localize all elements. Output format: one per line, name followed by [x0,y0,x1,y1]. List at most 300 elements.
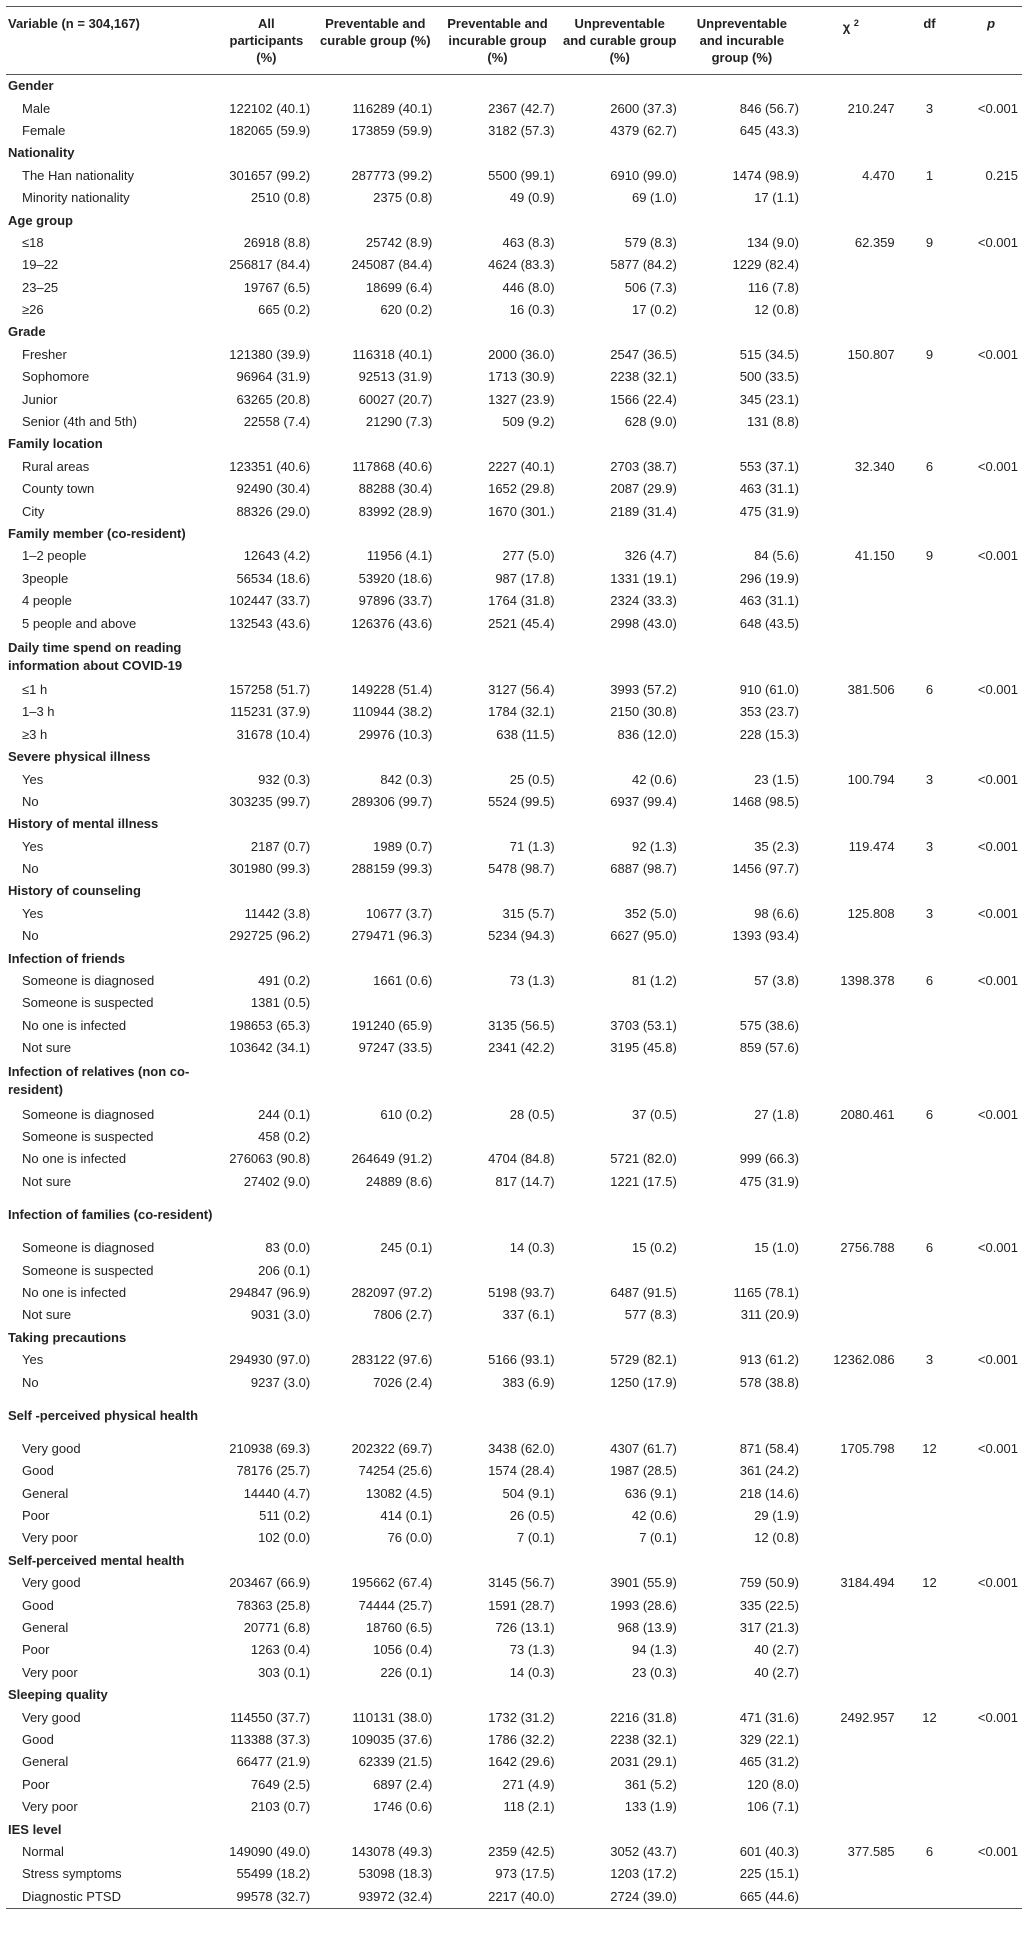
cell-preventable-curable: 1989 (0.7) [373,838,433,854]
cell-p [960,1126,1022,1148]
cell-preventable-incurable: 5478 (98.7) [488,861,555,877]
section-header-row [6,1193,1022,1237]
table-header [6,7,1022,75]
cell-unpreventable-curable: 23 (0.3) [631,1664,677,1680]
cell-unpreventable-curable: 579 (8.3) [624,234,677,250]
empty-cell [436,635,558,679]
header-df: df [899,7,961,75]
row-label: No [22,861,39,877]
cell-all: 56534 (18.6) [236,570,311,586]
empty-cell [960,1550,1022,1572]
row-label: No one is infected [22,1284,127,1300]
table-row [6,1349,1022,1371]
cell-chi-square [803,1662,899,1684]
row-label: No [22,1374,39,1390]
section-title: Self -perceived physical health [8,1407,199,1423]
empty-cell [436,321,558,343]
table-row [6,903,1022,925]
cell-df: 3 [925,905,934,921]
table-row [6,791,1022,813]
cell-unpreventable-curable: 2238 (32.1) [610,369,677,385]
cell-p: <0.001 [977,1106,1018,1122]
cell-unpreventable-incurable: 84 (5.6) [754,548,799,564]
cell-df: 12 [922,1440,937,1456]
empty-cell [559,1684,681,1706]
cell-p [960,1505,1022,1527]
table-row [6,701,1022,723]
cell-p [960,187,1022,209]
cell-unpreventable-curable: 2703 (38.7) [610,458,677,474]
cell-df [899,1460,961,1482]
cell-preventable-incurable: 14 (0.3) [509,1240,555,1256]
cell-unpreventable-curable: 326 (4.7) [624,548,677,564]
cell-preventable-incurable: 7 (0.1) [517,1530,555,1546]
cell-unpreventable-curable: 4379 (62.7) [610,122,677,138]
cell-all: 511 (0.2) [259,1508,311,1524]
cell-chi-square [803,1729,899,1751]
empty-cell [960,1394,1022,1438]
cell-chi-square [803,388,899,410]
cell-chi-square [803,1171,899,1193]
section-header-row [6,433,1022,455]
cell-preventable-incurable: 504 (9.1) [502,1485,555,1501]
cell-preventable-incurable: 16 (0.3) [509,302,555,318]
cell-p: <0.001 [977,1843,1018,1859]
cell-unpreventable-curable: 628 (9.0) [624,414,677,430]
cell-all: 102447 (33.7) [229,593,311,609]
section-header-row [6,880,1022,902]
cell-all: 210938 (69.3) [229,1440,311,1456]
cell-preventable-incurable: 25 (0.5) [509,771,555,787]
cell-all: 9237 (3.0) [250,1374,311,1390]
empty-cell [219,75,315,98]
row-label: Very good [22,1440,81,1456]
cell-df [899,366,961,388]
cell-df [899,1639,961,1661]
cell-all: 303 (0.1) [258,1664,311,1680]
cell-df: 3 [925,1352,934,1368]
cell-df [899,1617,961,1639]
table-row [6,992,1022,1014]
cell-chi-square [803,1751,899,1773]
cell-preventable-curable: 226 (0.1) [380,1664,433,1680]
table-row [6,1304,1022,1326]
cell-preventable-incurable: 1670 (301.) [488,503,555,519]
table-row [6,590,1022,612]
cell-unpreventable-curable: 636 (9.1) [624,1485,677,1501]
section-header-row [6,75,1022,98]
table-row [6,679,1022,701]
empty-cell [314,1550,436,1572]
cell-all: 113388 (37.3) [230,1731,311,1747]
cell-p: 0.215 [985,167,1018,183]
chi-superscript: 2 [853,18,859,28]
cell-chi-square [803,1796,899,1818]
empty-cell [960,321,1022,343]
section-title: Daily time spend on reading information about COVID-19 [8,639,183,673]
cell-preventable-curable: 18699 (6.4) [365,279,433,295]
table-row [6,1572,1022,1594]
cell-preventable-incurable: 726 (13.1) [495,1620,555,1636]
table-row [6,724,1022,746]
cell-all: 122102 (40.1) [229,100,311,116]
empty-cell [436,75,558,98]
row-label: General [22,1485,69,1501]
table-row [6,1460,1022,1482]
cell-p: <0.001 [977,771,1018,787]
cell-unpreventable-incurable: 353 (23.7) [739,704,799,720]
empty-cell [681,321,803,343]
table-row [6,165,1022,187]
empty-cell [899,947,961,969]
empty-cell [899,209,961,231]
empty-cell [219,1550,315,1572]
cell-preventable-curable: 18760 (6.5) [365,1620,433,1636]
cell-preventable-incurable: 3127 (56.4) [488,681,555,697]
empty-cell [219,1684,315,1706]
empty-cell [436,1550,558,1572]
cell-preventable-curable: 10677 (3.7) [365,905,433,921]
header-preventable-incurable: Preventable and incurable group (%) [436,7,558,75]
cell-chi-square [803,1015,899,1037]
row-label: Someone is diagnosed [22,1240,155,1256]
table-row [6,1662,1022,1684]
cell-p [960,1037,1022,1059]
cell-all: 491 (0.2) [258,973,311,989]
section-header-row [6,142,1022,164]
cell-unpreventable-curable: 3052 (43.7) [610,1843,677,1859]
empty-cell [899,433,961,455]
row-label: Very good [22,1709,81,1725]
cell-df: 6 [925,1106,934,1122]
cell-p [960,1259,1022,1281]
cell-df [899,701,961,723]
cell-df [899,1371,961,1393]
row-label: City [22,503,45,519]
cell-preventable-curable: 202322 (69.7) [351,1440,433,1456]
cell-p [960,791,1022,813]
row-label: 1–2 people [22,548,87,564]
empty-cell [436,1059,558,1103]
cell-unpreventable-curable: 2087 (29.9) [610,481,677,497]
cell-chi-square: 2080.461 [840,1106,895,1122]
cell-chi-square: 41.150 [854,548,895,564]
cell-all: 206 (0.1) [258,1262,311,1278]
empty-cell [960,813,1022,835]
cell-p [960,701,1022,723]
cell-unpreventable-incurable: 296 (19.9) [739,570,799,586]
cell-df [899,1282,961,1304]
cell-unpreventable-incurable: 40 (2.7) [754,1642,799,1658]
cell-preventable-curable: 53098 (18.3) [358,1866,433,1882]
cell-chi-square: 2756.788 [840,1240,895,1256]
empty-cell [559,880,681,902]
cell-preventable-curable: 97896 (33.7) [358,593,433,609]
cell-unpreventable-incurable: 57 (3.8) [754,973,799,989]
empty-cell [899,523,961,545]
empty-cell [219,1394,315,1438]
empty-cell [960,635,1022,679]
cell-chi-square [803,1304,899,1326]
empty-cell [803,142,899,164]
row-label: General [22,1754,69,1770]
row-label: Not sure [22,1173,72,1189]
cell-df [899,254,961,276]
section-title: Family member (co-resident) [8,526,186,541]
table-row [6,299,1022,321]
cell-p: <0.001 [977,1240,1018,1256]
empty-cell [559,75,681,98]
cell-p [960,1751,1022,1773]
empty-cell [803,746,899,768]
table-row [6,1438,1022,1460]
cell-df [899,1482,961,1504]
empty-cell [681,209,803,231]
empty-cell [960,75,1022,98]
cell-df [899,1751,961,1773]
empty-cell [314,813,436,835]
empty-cell [314,635,436,679]
cell-preventable-incurable: 277 (5.0) [502,548,555,564]
cell-preventable-curable: 116318 (40.1) [352,346,433,362]
table-row [6,1103,1022,1125]
section-title: Self-perceived mental health [8,1552,185,1568]
cell-all: 11442 (3.8) [244,905,311,921]
cell-chi-square [803,724,899,746]
cell-preventable-curable: 288159 (99.3) [351,861,433,877]
cell-unpreventable-incurable: 648 (43.5) [739,615,799,631]
cell-df: 12 [922,1709,937,1725]
header-all: All participants (%) [219,7,315,75]
cell-all: 157258 (51.7) [229,681,311,697]
empty-cell [803,523,899,545]
empty-cell [219,746,315,768]
empty-cell [314,142,436,164]
cell-unpreventable-curable: 3993 (57.2) [610,681,677,697]
row-label: Someone is diagnosed [22,973,155,989]
cell-unpreventable-curable: 352 (5.0) [624,905,677,921]
empty-cell [559,635,681,679]
cell-all: 121380 (39.9) [229,346,311,362]
empty-cell [803,880,899,902]
table-row [6,1886,1022,1909]
row-label: Sophomore [22,369,90,385]
cell-preventable-curable: 289306 (99.7) [351,793,433,809]
row-label: Good [22,1597,54,1613]
cell-p [960,1863,1022,1885]
cell-unpreventable-incurable: 500 (33.5) [739,369,799,385]
cell-unpreventable-curable [559,1259,681,1281]
cell-df [899,299,961,321]
row-label: Rural areas [22,458,90,474]
cell-preventable-incurable: 2359 (42.5) [488,1843,555,1859]
cell-unpreventable-curable: 69 (1.0) [631,190,677,206]
cell-preventable-curable: 110131 (38.0) [352,1709,433,1725]
cell-p [960,1371,1022,1393]
cell-chi-square [803,1617,899,1639]
cell-unpreventable-incurable: 1165 (78.1) [733,1284,799,1300]
table-row [6,1594,1022,1616]
cell-all: 88326 (29.0) [236,503,311,519]
cell-unpreventable-curable: 2724 (39.0) [559,1886,681,1909]
cell-preventable-curable: 143078 (49.3) [351,1843,433,1859]
cell-preventable-curable [314,1259,436,1281]
section-title: Gender [8,78,54,94]
cell-unpreventable-curable: 42 (0.6) [631,1508,677,1524]
row-label: ≤18 [22,234,44,250]
row-label: Very good [22,1575,81,1591]
cell-unpreventable-curable: 2216 (31.8) [610,1709,677,1725]
cell-unpreventable-incurable: 120 (8.0) [746,1776,799,1792]
table-row [6,836,1022,858]
cell-p: <0.001 [977,1352,1018,1368]
row-label: Yes [22,1352,44,1368]
cell-all: 31678 (10.4) [236,726,311,742]
cell-unpreventable-curable: 81 (1.2) [631,973,677,989]
section-title: History of counseling [8,883,141,899]
cell-unpreventable-incurable: 345 (23.1) [739,391,799,407]
cell-unpreventable-incurable: 601 (40.3) [739,1843,799,1859]
cell-preventable-incurable: 271 (4.9) [502,1776,555,1792]
cell-chi-square: 4.470 [862,167,895,183]
cell-preventable-incurable: 26 (0.5) [509,1508,555,1524]
cell-unpreventable-curable: 6627 (95.0) [610,928,677,944]
row-label: Poor [22,1776,50,1792]
empty-cell [960,746,1022,768]
cell-df [899,1527,961,1549]
cell-preventable-curable: 1746 (0.6) [373,1799,433,1815]
cell-chi-square [803,411,899,433]
cell-df [899,1148,961,1170]
data-table [6,6,1022,1909]
table-row [6,344,1022,366]
cell-preventable-curable: 279471 (96.3) [351,928,433,944]
cell-unpreventable-curable: 2150 (30.8) [610,704,677,720]
cell-unpreventable-curable: 3703 (53.1) [610,1017,677,1033]
cell-preventable-curable [314,992,436,1014]
cell-unpreventable-incurable: 463 (31.1) [739,593,799,609]
cell-unpreventable-incurable: 134 (9.0) [746,234,799,250]
cell-df: 6 [925,458,934,474]
cell-all: 458 (0.2) [258,1128,311,1144]
cell-unpreventable-incurable: 910 (61.0) [739,681,799,697]
empty-cell [899,321,961,343]
cell-all: 63265 (20.8) [236,391,311,407]
cell-chi-square: 1398.378 [840,973,895,989]
row-label: General [22,1620,69,1636]
cell-preventable-incurable: 509 (9.2) [502,414,555,430]
cell-unpreventable-incurable: 999 (66.3) [739,1151,799,1167]
cell-unpreventable-curable: 3195 (45.8) [610,1040,677,1056]
table-row [6,120,1022,142]
table-row [6,768,1022,790]
cell-preventable-curable: 93972 (32.4) [314,1886,436,1909]
cell-p [960,724,1022,746]
cell-preventable-incurable: 5234 (94.3) [488,928,555,944]
cell-unpreventable-incurable: 218 (14.6) [739,1485,799,1501]
empty-cell [681,1550,803,1572]
cell-p [960,858,1022,880]
cell-chi-square [803,1126,899,1148]
row-label: Minority nationality [22,190,130,206]
cell-all: 96964 (31.9) [236,369,311,385]
empty-cell [681,635,803,679]
cell-p: <0.001 [977,1440,1018,1456]
cell-df [899,120,961,142]
cell-unpreventable-incurable: 335 (22.5) [739,1597,799,1613]
cell-df: 3 [925,771,934,787]
empty-cell [314,433,436,455]
empty-cell [803,433,899,455]
cell-unpreventable-incurable: 361 (24.2) [739,1463,799,1479]
empty-cell [899,1394,961,1438]
cell-all: 1381 (0.5) [250,995,311,1011]
cell-preventable-incurable: 2341 (42.2) [488,1040,555,1056]
cell-preventable-curable: 149228 (51.4) [351,681,433,697]
cell-chi-square [803,187,899,209]
cell-preventable-curable: 25742 (8.9) [365,234,433,250]
row-label: 4 people [22,593,72,609]
cell-all: 92490 (30.4) [236,481,311,497]
cell-preventable-curable: 11956 (4.1) [366,548,433,564]
cell-p [960,500,1022,522]
empty-cell [219,813,315,835]
cell-chi-square [803,366,899,388]
table-row [6,411,1022,433]
section-title: Grade [8,324,46,340]
empty-cell [559,433,681,455]
empty-cell [314,75,436,98]
cell-all: 932 (0.3) [258,771,311,787]
empty-cell [681,75,803,98]
cell-all: 9031 (3.0) [250,1307,311,1323]
cell-preventable-incurable: 987 (17.8) [495,570,555,586]
cell-df [899,590,961,612]
empty-cell [314,947,436,969]
cell-all: 115231 (37.9) [230,704,311,720]
cell-df [899,1863,961,1885]
row-label: Poor [22,1508,50,1524]
empty-cell [219,1193,315,1237]
cell-all: 303235 (99.7) [229,793,311,809]
cell-preventable-incurable [436,1259,558,1281]
cell-all: 14440 (4.7) [243,1485,311,1501]
cell-p [960,1282,1022,1304]
cell-unpreventable-incurable: 311 (20.9) [740,1307,799,1323]
cell-chi-square [803,1594,899,1616]
row-label: No [22,793,39,809]
cell-p [960,992,1022,1014]
cell-preventable-incurable: 2000 (36.0) [488,346,555,362]
section-title: Severe physical illness [8,749,151,765]
header-preventable-curable: Preventable and curable group (%) [314,7,436,75]
cell-unpreventable-curable: 94 (1.3) [631,1642,677,1658]
cell-all: 55499 (18.2) [236,1866,311,1882]
cell-preventable-incurable: 2227 (40.1) [488,458,555,474]
cell-df: 6 [925,681,934,697]
cell-preventable-curable: 88288 (30.4) [358,481,433,497]
empty-cell [436,209,558,231]
cell-unpreventable-incurable: 131 (8.8) [746,414,799,430]
empty-cell [960,209,1022,231]
cell-unpreventable-incurable: 578 (38.8) [739,1374,799,1390]
table-row [6,1037,1022,1059]
cell-unpreventable-incurable: 35 (2.3) [754,838,799,854]
cell-unpreventable-incurable: 871 (58.4) [739,1440,799,1456]
cell-p [960,1886,1022,1909]
cell-p [960,1617,1022,1639]
empty-cell [960,1818,1022,1840]
